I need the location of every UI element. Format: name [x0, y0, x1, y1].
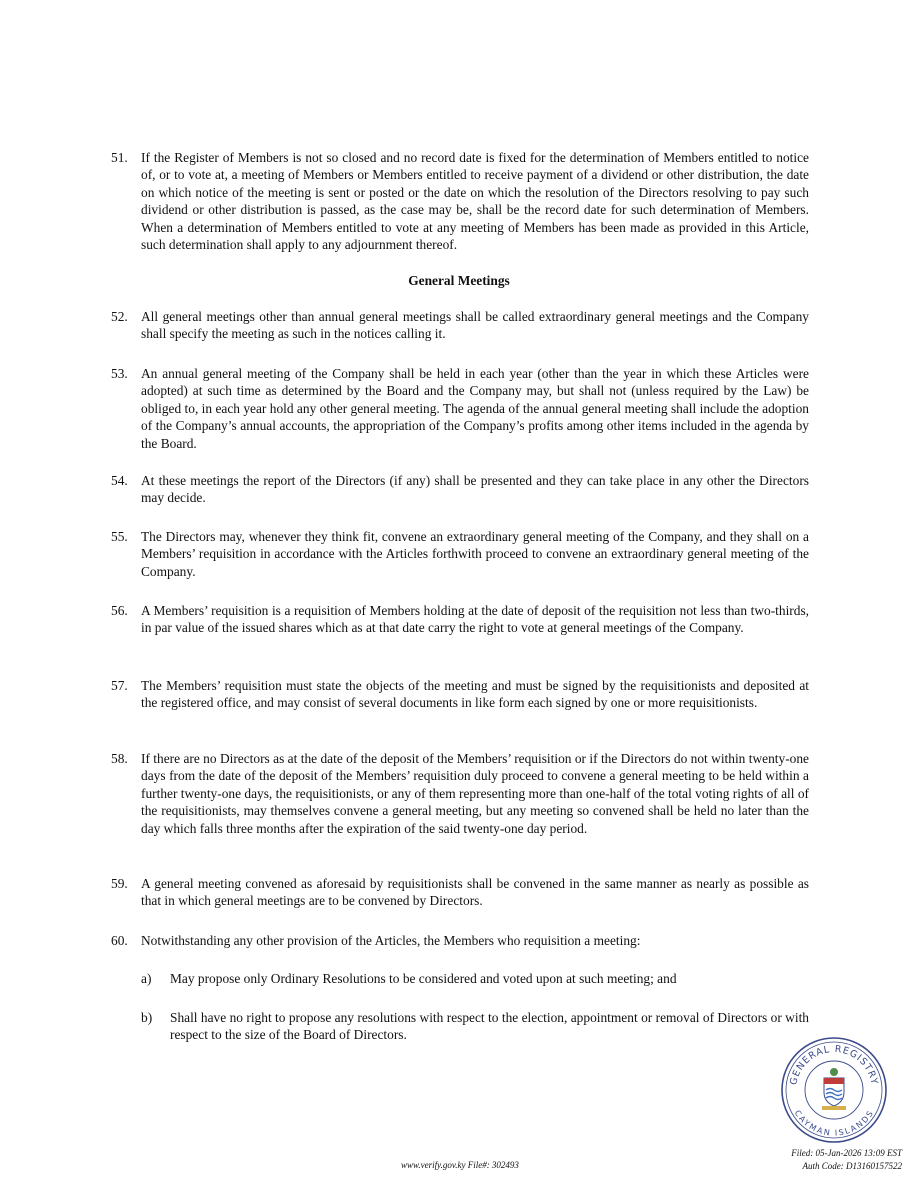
article-58	[111, 750, 809, 837]
sub-item-text: Shall have no right to propose any resolutions with respect to the election, appointment or removal of Directors or with respect to the size of the Board of Directors.	[170, 1010, 809, 1043]
article-text: If there are no Directors as at the date of the deposit of the Members’ requisition or if the Directors do not within twenty-one days from the date of the deposit of the Members’ requisition duly proceed to convene a general meeting to be held within a further twenty-one days, the requisitionists, or any of them representing more than one-half of the total voting rights of all of the requisitionists, may themselves convene a general meeting, but any meeting so convened shall be held no later than the day which falls three months after the expiration of the said twenty-one day period.	[141, 751, 809, 836]
seal-bottom-text: CAYMAN ISLANDS	[792, 1108, 876, 1138]
article-text: If the Register of Members is not so closed and no record date is fixed for the determination of Members entitled to notice of, or to vote at, a meeting of Members or Members entitled to receive payment of a dividend or other distribution, the date on which notice of the meeting is sent or posted or the date on which the resolution of the Directors resolving to pay such dividend or other distribution is passed, as the case may be, shall be the record date for such determination of Members. When a determination of Members entitled to vote at any meeting of Members has been made as provided in this Article, such determination shall apply to any adjournment thereof.	[141, 150, 809, 253]
article-text: An annual general meeting of the Company shall be held in each year (other than the year in which these Articles were adopted) at such time as determined by the Board and the Company may, but shall not (unless required by the Law) be obliged to, in each year hold any other general meeting. The agenda of the annual general meeting shall include the adoption of the Company’s annual accounts, the appropriation of the Company’s profits among other items included in the agenda by the Board.	[141, 366, 809, 451]
article-53	[111, 365, 809, 452]
sub-item-text: May propose only Ordinary Resolutions to be considered and voted upon at such meeting; and	[170, 971, 677, 986]
general-registry-seal	[780, 1036, 888, 1144]
sub-item-marker: b)	[141, 1010, 153, 1025]
article-text: All general meetings other than annual general meetings shall be called extraordinary general meetings and the Company shall specify the meeting as such in the notices calling it.	[141, 309, 809, 342]
article-number: 51.	[111, 150, 128, 165]
seal-top-text: GENERAL REGISTRY	[788, 1043, 880, 1087]
article-56	[111, 602, 809, 637]
article-text: At these meetings the report of the Directors (if any) shall be presented and they can take place in any other the Directors may decide.	[141, 473, 809, 506]
article-number: 53.	[111, 366, 128, 381]
article-number: 58.	[111, 751, 128, 766]
article-59	[111, 875, 809, 910]
article-text: The Members’ requisition must state the objects of the meeting and must be signed by the requisitionists and deposited at the registered office, and may consist of several documents in like form each signed by one or more requisitionists.	[141, 678, 809, 711]
article-55	[111, 528, 809, 580]
article-number: 54.	[111, 473, 128, 488]
article-text: A general meeting convened as aforesaid by requisitionists shall be convened in the same manner as nearly as possible as that in which general meetings are to be convened by Directors.	[141, 876, 809, 909]
sub-item-marker: a)	[141, 971, 152, 986]
article-text: The Directors may, whenever they think fit, convene an extraordinary general meeting of the Company, and they shall on a Members’ requisition in accordance with the Articles forthwith proceed to convene an extraordinary general meeting of the Company.	[141, 529, 809, 579]
filed-date: Filed: 05-Jan-2026 13:09 EST	[791, 1148, 902, 1158]
article-number: 56.	[111, 603, 128, 618]
article-number: 57.	[111, 678, 128, 693]
article-60	[111, 932, 809, 949]
verify-footer: www.verify.gov.ky File#: 302493	[401, 1160, 519, 1170]
article-number: 52.	[111, 309, 128, 324]
article-51	[111, 149, 809, 253]
article-text: Notwithstanding any other provision of the Articles, the Members who requisition a meeting:	[141, 933, 641, 948]
section-heading: General Meetings	[408, 273, 510, 288]
article-number: 60.	[111, 933, 128, 948]
article-60-item-b	[141, 1009, 809, 1044]
auth-code: Auth Code: D13160157522	[802, 1161, 902, 1171]
article-57	[111, 677, 809, 712]
article-52	[111, 308, 809, 343]
article-60-item-a	[141, 970, 809, 987]
article-number: 59.	[111, 876, 128, 891]
coat-of-arms-icon	[822, 1068, 846, 1110]
article-text: A Members’ requisition is a requisition of Members holding at the date of deposit of the requisition not less than two-thirds, in par value of the issued shares which as at that date carry the right to vote at general meetings of the Company.	[141, 603, 809, 636]
filing-stamp	[791, 1147, 902, 1173]
article-54	[111, 472, 809, 507]
article-number: 55.	[111, 529, 128, 544]
